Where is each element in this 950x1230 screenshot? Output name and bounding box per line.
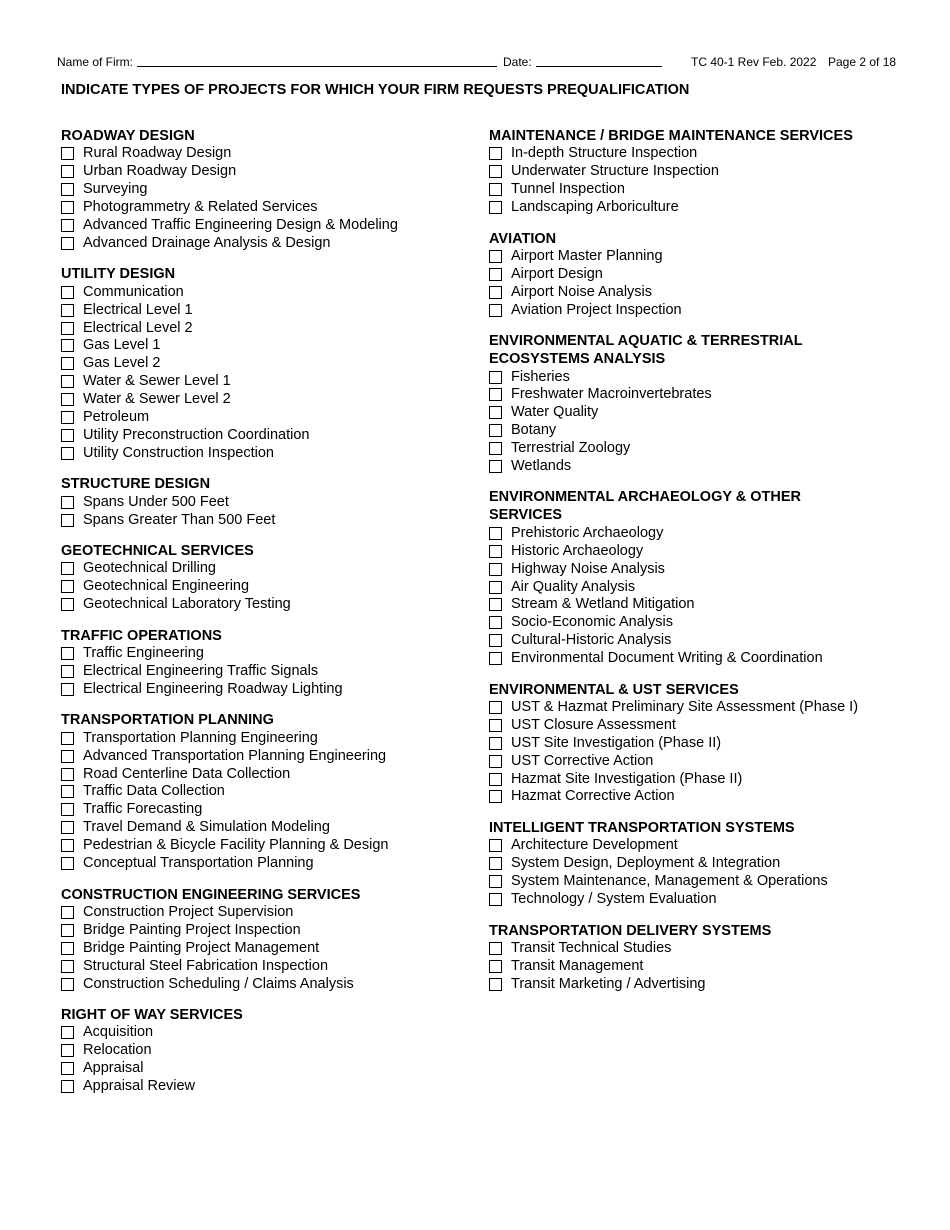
checkbox-item[interactable] bbox=[61, 337, 501, 355]
checkbox-label: Bridge Painting Project Management bbox=[83, 939, 320, 956]
checkbox-tunnel-inspection[interactable] bbox=[489, 183, 502, 196]
checkbox-label: Airport Noise Analysis bbox=[511, 283, 653, 300]
checkbox-label: Wetlands bbox=[511, 458, 572, 475]
section-title: CONSTRUCTION ENGINEERING SERVICES bbox=[61, 886, 361, 903]
checkbox-item[interactable] bbox=[61, 596, 501, 614]
checkbox-label: Urban Roadway Design bbox=[83, 163, 237, 180]
page-info: Page 2 of 18 bbox=[828, 55, 897, 69]
checkbox-item[interactable] bbox=[61, 578, 501, 596]
checkbox-label: Utility Preconstruction Coordination bbox=[83, 426, 310, 443]
checkbox-water-and-sewer-level-2[interactable] bbox=[61, 393, 74, 406]
checkbox-item[interactable] bbox=[61, 409, 501, 427]
checkbox-label: Water & Sewer Level 1 bbox=[83, 373, 231, 390]
section-title: ENVIRONMENTAL AQUATIC & TERRESTRIAL bbox=[489, 333, 803, 350]
checkbox-item[interactable] bbox=[61, 426, 501, 444]
checkbox-gas-level-1[interactable] bbox=[61, 339, 74, 352]
checkbox-label: Historic Archaeology bbox=[511, 542, 644, 559]
checkbox-traffic-data-collection[interactable] bbox=[61, 785, 74, 798]
checkbox-relocation[interactable] bbox=[61, 1044, 74, 1057]
checkbox-label: Airport Design bbox=[511, 265, 603, 282]
checkbox-label: Highway Noise Analysis bbox=[511, 560, 665, 577]
checkbox-underwater-structure-inspection[interactable] bbox=[489, 165, 502, 178]
checkbox-item[interactable] bbox=[61, 729, 501, 747]
checkbox-label: Hazmat Site Investigation (Phase II) bbox=[511, 770, 743, 787]
checkbox-landscaping-arboriculture[interactable] bbox=[489, 201, 502, 214]
checkbox-item[interactable] bbox=[61, 373, 501, 391]
checkbox-label: Photogrammetry & Related Services bbox=[83, 199, 318, 216]
checkbox-bridge-painting-project-management[interactable] bbox=[61, 942, 74, 955]
section-aviation bbox=[489, 230, 929, 320]
checkbox-transit-technical-studies[interactable] bbox=[489, 942, 502, 955]
section-title-line-2: ECOSYSTEMS ANALYSIS bbox=[489, 351, 666, 368]
checkbox-item[interactable] bbox=[61, 819, 501, 837]
checkbox-label: Environmental Document Writing & Coordination bbox=[511, 650, 823, 667]
checkbox-item[interactable] bbox=[489, 458, 929, 476]
checkbox-item[interactable] bbox=[489, 560, 929, 578]
checkbox-advanced-transportation-planning-engineering[interactable] bbox=[61, 750, 74, 763]
section-roadway-design bbox=[61, 127, 501, 252]
checkbox-label: Structural Steel Fabrication Inspection bbox=[83, 957, 329, 974]
checkbox-communication[interactable] bbox=[61, 286, 74, 299]
checkbox-item[interactable] bbox=[61, 199, 501, 217]
checkbox-item[interactable] bbox=[61, 145, 501, 163]
checkbox-item[interactable] bbox=[489, 163, 929, 181]
checkbox-item[interactable] bbox=[489, 650, 929, 668]
checkbox-aviation-project-inspection[interactable] bbox=[489, 304, 502, 317]
checkbox-label: Gas Level 1 bbox=[83, 337, 161, 354]
checkbox-gas-level-2[interactable] bbox=[61, 357, 74, 370]
checkbox-architecture-development[interactable] bbox=[489, 839, 502, 852]
section-structure-design bbox=[61, 475, 501, 529]
checkbox-spans-greater-than-500-feet[interactable] bbox=[61, 514, 74, 527]
checkbox-item[interactable] bbox=[61, 904, 501, 922]
checkbox-item[interactable] bbox=[489, 578, 929, 596]
checkbox-label: Bridge Painting Project Inspection bbox=[83, 921, 301, 938]
checkbox-system-maintenance-management-and-operations[interactable] bbox=[489, 875, 502, 888]
checkbox-item[interactable] bbox=[61, 747, 501, 765]
checkbox-spans-under-500-feet[interactable] bbox=[61, 496, 74, 509]
checkbox-ust-corrective-action[interactable] bbox=[489, 755, 502, 768]
checkbox-label: UST Closure Assessment bbox=[511, 716, 676, 733]
checkbox-item[interactable] bbox=[489, 891, 929, 909]
checkbox-item[interactable] bbox=[61, 645, 501, 663]
name-of-firm-label: Name of Firm: bbox=[57, 55, 134, 69]
section-title: ENVIRONMENTAL ARCHAEOLOGY & OTHER bbox=[489, 489, 802, 506]
checkbox-item[interactable] bbox=[61, 939, 501, 957]
checkbox-photogrammetry-and-related-services[interactable] bbox=[61, 201, 74, 214]
checkbox-cultural-historic-analysis[interactable] bbox=[489, 634, 502, 647]
checkbox-label: Gas Level 2 bbox=[83, 355, 161, 372]
checkbox-fisheries[interactable] bbox=[489, 371, 502, 384]
checkbox-airport-noise-analysis[interactable] bbox=[489, 286, 502, 299]
checkbox-electrical-engineering-traffic-signals[interactable] bbox=[61, 665, 74, 678]
checkbox-label: System Design, Deployment & Integration bbox=[511, 855, 781, 872]
checkbox-label: Utility Construction Inspection bbox=[83, 444, 274, 461]
checkbox-item[interactable] bbox=[61, 837, 501, 855]
checkbox-transportation-planning-engineering[interactable] bbox=[61, 732, 74, 745]
checkbox-item[interactable] bbox=[61, 855, 501, 873]
checkbox-item[interactable] bbox=[61, 1024, 501, 1042]
checkbox-appraisal-review[interactable] bbox=[61, 1080, 74, 1093]
checkbox-item[interactable] bbox=[61, 234, 501, 252]
section-traffic-operations bbox=[61, 627, 501, 699]
checkbox-item[interactable] bbox=[489, 368, 929, 386]
checkbox-label: Prehistoric Archaeology bbox=[511, 524, 664, 541]
checkbox-item[interactable] bbox=[61, 560, 501, 578]
checkbox-item[interactable] bbox=[61, 680, 501, 698]
checkbox-label: In-depth Structure Inspection bbox=[511, 145, 698, 162]
checkbox-item[interactable] bbox=[489, 145, 929, 163]
checkbox-label: Conceptual Transportation Planning bbox=[83, 855, 314, 872]
checkbox-item[interactable] bbox=[61, 957, 501, 975]
checkbox-label: Tunnel Inspection bbox=[511, 181, 625, 198]
checkbox-label: Traffic Data Collection bbox=[83, 783, 225, 800]
checkbox-label: Aviation Project Inspection bbox=[511, 301, 682, 318]
checkbox-geotechnical-laboratory-testing[interactable] bbox=[61, 598, 74, 611]
checkbox-label: Road Centerline Data Collection bbox=[83, 765, 291, 782]
checkbox-label: Appraisal Review bbox=[83, 1078, 196, 1095]
checkbox-item[interactable] bbox=[489, 632, 929, 650]
checkbox-water-and-sewer-level-1[interactable] bbox=[61, 375, 74, 388]
checkbox-label: Advanced Transportation Planning Engineering bbox=[83, 747, 387, 764]
checkbox-freshwater-macroinvertebrates[interactable] bbox=[489, 388, 502, 401]
checkbox-highway-noise-analysis[interactable] bbox=[489, 563, 502, 576]
section-intelligent-transportation-systems bbox=[489, 819, 929, 909]
checkbox-water-quality[interactable] bbox=[489, 406, 502, 419]
checkbox-item[interactable] bbox=[489, 837, 929, 855]
checkbox-item[interactable] bbox=[489, 614, 929, 632]
checkbox-electrical-engineering-roadway-lighting[interactable] bbox=[61, 683, 74, 696]
checkbox-label: Transit Technical Studies bbox=[511, 939, 672, 956]
section-title: UTILITY DESIGN bbox=[61, 266, 176, 283]
checkbox-item[interactable] bbox=[61, 663, 501, 681]
checkbox-label: Technology / System Evaluation bbox=[511, 891, 717, 908]
checkbox-label: Underwater Structure Inspection bbox=[511, 163, 719, 180]
checkbox-label: Petroleum bbox=[83, 409, 150, 426]
section-transportation-delivery-systems bbox=[489, 922, 929, 994]
section-right-of-way-services bbox=[61, 1006, 501, 1096]
checkbox-advanced-traffic-engineering-design-and-modeling[interactable] bbox=[61, 219, 74, 232]
section-environmental-archaeology-and-other bbox=[489, 488, 929, 667]
checkbox-label: UST Site Investigation (Phase II) bbox=[511, 734, 722, 751]
checkbox-label: Construction Scheduling / Claims Analysis bbox=[83, 975, 354, 992]
checkbox-label: Socio-Economic Analysis bbox=[511, 614, 673, 631]
checkbox-terrestrial-zoology[interactable] bbox=[489, 442, 502, 455]
checkbox-item[interactable] bbox=[61, 355, 501, 373]
checkbox-item[interactable] bbox=[489, 770, 929, 788]
checkbox-label: Advanced Traffic Engineering Design & Modeling bbox=[83, 217, 398, 233]
checkbox-item[interactable] bbox=[489, 265, 929, 283]
checkbox-label: Water & Sewer Level 2 bbox=[83, 391, 231, 408]
checkbox-item[interactable] bbox=[61, 511, 501, 529]
name-of-firm-field[interactable] bbox=[137, 66, 497, 67]
checkbox-label: Relocation bbox=[83, 1042, 152, 1059]
checkbox-item[interactable] bbox=[489, 596, 929, 614]
checkbox-airport-design[interactable] bbox=[489, 268, 502, 281]
checkbox-label: Electrical Level 2 bbox=[83, 319, 193, 336]
checkbox-construction-project-supervision[interactable] bbox=[61, 906, 74, 919]
checkbox-construction-scheduling-claims-analysis[interactable] bbox=[61, 978, 74, 991]
checkbox-item[interactable] bbox=[489, 699, 929, 717]
section-title-line-2: SERVICES bbox=[489, 507, 563, 524]
checkbox-system-design-deployment-and-integration[interactable] bbox=[489, 857, 502, 870]
checkbox-advanced-drainage-analysis-and-design[interactable] bbox=[61, 237, 74, 250]
checkbox-wetlands[interactable] bbox=[489, 460, 502, 473]
checkbox-item[interactable] bbox=[489, 873, 929, 891]
checkbox-label: Freshwater Macroinvertebrates bbox=[511, 386, 712, 403]
checkbox-historic-archaeology[interactable] bbox=[489, 545, 502, 558]
checkbox-item[interactable] bbox=[61, 1078, 501, 1096]
checkbox-acquisition[interactable] bbox=[61, 1026, 74, 1039]
checkbox-item[interactable] bbox=[489, 752, 929, 770]
checkbox-ust-closure-assessment[interactable] bbox=[489, 719, 502, 732]
checkbox-item[interactable] bbox=[489, 855, 929, 873]
checkbox-item[interactable] bbox=[61, 801, 501, 819]
section-title: STRUCTURE DESIGN bbox=[61, 476, 211, 493]
checkbox-label: Geotechnical Engineering bbox=[83, 578, 250, 595]
date-label: Date: bbox=[503, 55, 532, 69]
checkbox-item[interactable] bbox=[61, 975, 501, 993]
checkbox-surveying[interactable] bbox=[61, 183, 74, 196]
section-title: TRAFFIC OPERATIONS bbox=[61, 627, 222, 644]
section-title: MAINTENANCE / BRIDGE MAINTENANCE SERVICES bbox=[489, 128, 853, 144]
checkbox-item[interactable] bbox=[489, 248, 929, 266]
checkbox-label: Hazmat Corrective Action bbox=[511, 788, 675, 805]
checkbox-technology-system-evaluation[interactable] bbox=[489, 893, 502, 906]
checkbox-label: Geotechnical Drilling bbox=[83, 560, 216, 577]
section-title: ROADWAY DESIGN bbox=[61, 128, 195, 144]
checkbox-label: Advanced Drainage Analysis & Design bbox=[83, 234, 331, 251]
checkbox-socio-economic-analysis[interactable] bbox=[489, 616, 502, 629]
checkbox-label: Traffic Forecasting bbox=[83, 801, 203, 818]
checkbox-item[interactable] bbox=[61, 444, 501, 462]
checkbox-label: Surveying bbox=[83, 181, 148, 198]
section-title: GEOTECHNICAL SERVICES bbox=[61, 543, 254, 560]
right-column bbox=[489, 127, 929, 1006]
checkbox-urban-roadway-design[interactable] bbox=[61, 165, 74, 178]
checkbox-pedestrian-and-bicycle-facility-planning-and-design[interactable] bbox=[61, 839, 74, 852]
section-title: TRANSPORTATION DELIVERY SYSTEMS bbox=[489, 922, 772, 939]
checkbox-road-centerline-data-collection[interactable] bbox=[61, 768, 74, 781]
page-title: INDICATE TYPES OF PROJECTS FOR WHICH YOUR FIRM REQUESTS PREQUALIFICATION bbox=[61, 82, 690, 98]
checkbox-label: Traffic Engineering bbox=[83, 645, 204, 662]
checkbox-environmental-document-writing-and-coordination[interactable] bbox=[489, 652, 502, 665]
checkbox-item[interactable] bbox=[489, 386, 929, 404]
section-geotechnical-services bbox=[61, 542, 501, 614]
checkbox-item[interactable] bbox=[489, 199, 929, 217]
checkbox-item[interactable] bbox=[489, 957, 929, 975]
checkbox-prehistoric-archaeology[interactable] bbox=[489, 527, 502, 540]
left-column bbox=[61, 127, 501, 1109]
form-id: TC 40-1 Rev Feb. 2022 bbox=[691, 55, 817, 69]
checkbox-label: Transportation Planning Engineering bbox=[83, 729, 318, 746]
checkbox-label: Stream & Wetland Mitigation bbox=[511, 596, 695, 613]
checkbox-item[interactable] bbox=[489, 422, 929, 440]
checkbox-label: Travel Demand & Simulation Modeling bbox=[83, 819, 330, 836]
checkbox-item[interactable] bbox=[61, 301, 501, 319]
section-transportation-planning bbox=[61, 711, 501, 872]
checkbox-item[interactable] bbox=[61, 319, 501, 337]
section-title: AVIATION bbox=[489, 230, 557, 247]
checkbox-label: Acquisition bbox=[83, 1024, 154, 1041]
checkbox-transit-marketing-advertising[interactable] bbox=[489, 978, 502, 991]
checkbox-item[interactable] bbox=[61, 1042, 501, 1060]
checkbox-travel-demand-and-simulation-modeling[interactable] bbox=[61, 821, 74, 834]
checkbox-label: Transit Management bbox=[511, 957, 644, 974]
checkbox-item[interactable] bbox=[489, 440, 929, 458]
checkbox-item[interactable] bbox=[61, 921, 501, 939]
checkbox-label: Construction Project Supervision bbox=[83, 903, 294, 920]
checkbox-label: Fisheries bbox=[511, 368, 570, 385]
section-title: RIGHT OF WAY SERVICES bbox=[61, 1006, 243, 1023]
checkbox-air-quality-analysis[interactable] bbox=[489, 581, 502, 594]
checkbox-item[interactable] bbox=[489, 301, 929, 319]
checkbox-ust-site-investigation-phase-ii[interactable] bbox=[489, 737, 502, 750]
checkbox-item[interactable] bbox=[61, 783, 501, 801]
checkbox-item[interactable] bbox=[61, 391, 501, 409]
section-utility-design bbox=[61, 265, 501, 462]
checkbox-label: Geotechnical Laboratory Testing bbox=[83, 596, 291, 613]
checkbox-petroleum[interactable] bbox=[61, 411, 74, 424]
checkbox-label: Electrical Engineering Roadway Lighting bbox=[83, 680, 343, 697]
checkbox-electrical-level-1[interactable] bbox=[61, 304, 74, 317]
section-maintenance-bridge-maintenance-services bbox=[489, 127, 929, 217]
checkbox-label: Terrestrial Zoology bbox=[511, 440, 631, 457]
checkbox-structural-steel-fabrication-inspection[interactable] bbox=[61, 960, 74, 973]
checkbox-item[interactable] bbox=[489, 975, 929, 993]
checkbox-hazmat-site-investigation-phase-ii[interactable] bbox=[489, 773, 502, 786]
checkbox-label: Electrical Engineering Traffic Signals bbox=[83, 663, 319, 680]
checkbox-item[interactable] bbox=[489, 788, 929, 806]
checkbox-item[interactable] bbox=[61, 283, 501, 301]
checkbox-label: System Maintenance, Management & Operations bbox=[511, 873, 828, 890]
checkbox-airport-master-planning[interactable] bbox=[489, 250, 502, 263]
section-title: TRANSPORTATION PLANNING bbox=[61, 712, 274, 729]
checkbox-label: Rural Roadway Design bbox=[83, 145, 232, 162]
checkbox-label: Pedestrian & Bicycle Facility Planning & Design bbox=[83, 837, 389, 854]
checkbox-item[interactable] bbox=[61, 765, 501, 783]
checkbox-transit-management[interactable] bbox=[489, 960, 502, 973]
checkbox-item[interactable] bbox=[489, 734, 929, 752]
section-construction-engineering-services bbox=[61, 886, 501, 993]
checkbox-item[interactable] bbox=[489, 940, 929, 958]
checkbox-item[interactable] bbox=[61, 1060, 501, 1078]
checkbox-label: Spans Greater Than 500 Feet bbox=[83, 511, 276, 528]
checkbox-traffic-forecasting[interactable] bbox=[61, 803, 74, 816]
section-title: ENVIRONMENTAL & UST SERVICES bbox=[489, 681, 739, 698]
checkbox-ust-and-hazmat-preliminary-site-assessment-phase-i[interactable] bbox=[489, 701, 502, 714]
date-field[interactable] bbox=[536, 66, 662, 67]
checkbox-in-depth-structure-inspection[interactable] bbox=[489, 147, 502, 160]
checkbox-label: Botany bbox=[511, 422, 557, 439]
section-environmental-and-ust-services bbox=[489, 681, 929, 806]
checkbox-electrical-level-2[interactable] bbox=[61, 322, 74, 335]
checkbox-item[interactable] bbox=[61, 493, 501, 511]
checkbox-label: Airport Master Planning bbox=[511, 248, 663, 264]
checkbox-item[interactable] bbox=[489, 524, 929, 542]
page-header bbox=[57, 55, 902, 71]
checkbox-utility-construction-inspection[interactable] bbox=[61, 447, 74, 460]
checkbox-appraisal[interactable] bbox=[61, 1062, 74, 1075]
checkbox-traffic-engineering[interactable] bbox=[61, 647, 74, 660]
checkbox-geotechnical-drilling[interactable] bbox=[61, 562, 74, 575]
checkbox-label: Spans Under 500 Feet bbox=[83, 493, 229, 510]
checkbox-label: Architecture Development bbox=[511, 837, 678, 854]
checkbox-label: UST & Hazmat Preliminary Site Assessment (Phase I) bbox=[511, 699, 859, 716]
checkbox-item[interactable] bbox=[61, 163, 501, 181]
checkbox-rural-roadway-design[interactable] bbox=[61, 147, 74, 160]
checkbox-conceptual-transportation-planning[interactable] bbox=[61, 857, 74, 870]
checkbox-item[interactable] bbox=[489, 283, 929, 301]
checkbox-label: Landscaping Arboriculture bbox=[511, 199, 679, 216]
checkbox-geotechnical-engineering[interactable] bbox=[61, 580, 74, 593]
checkbox-item[interactable] bbox=[489, 404, 929, 422]
checkbox-label: Communication bbox=[83, 283, 184, 300]
checkbox-label: Air Quality Analysis bbox=[511, 578, 636, 595]
checkbox-item[interactable] bbox=[61, 217, 501, 235]
checkbox-label: UST Corrective Action bbox=[511, 752, 654, 769]
checkbox-label: Transit Marketing / Advertising bbox=[511, 975, 706, 992]
checkbox-label: Appraisal bbox=[83, 1060, 144, 1077]
checkbox-item[interactable] bbox=[61, 181, 501, 199]
checkbox-label: Electrical Level 1 bbox=[83, 301, 193, 318]
checkbox-utility-preconstruction-coordination[interactable] bbox=[61, 429, 74, 442]
checkbox-botany[interactable] bbox=[489, 424, 502, 437]
checkbox-stream-and-wetland-mitigation[interactable] bbox=[489, 598, 502, 611]
checkbox-label: Cultural-Historic Analysis bbox=[511, 632, 672, 649]
checkbox-item[interactable] bbox=[489, 542, 929, 560]
section-environmental-aquatic-and-terrestrial bbox=[489, 332, 929, 475]
checkbox-item[interactable] bbox=[489, 716, 929, 734]
checkbox-label: Water Quality bbox=[511, 404, 599, 421]
section-title: INTELLIGENT TRANSPORTATION SYSTEMS bbox=[489, 819, 795, 836]
checkbox-hazmat-corrective-action[interactable] bbox=[489, 790, 502, 803]
checkbox-bridge-painting-project-inspection[interactable] bbox=[61, 924, 74, 937]
checkbox-item[interactable] bbox=[489, 181, 929, 199]
